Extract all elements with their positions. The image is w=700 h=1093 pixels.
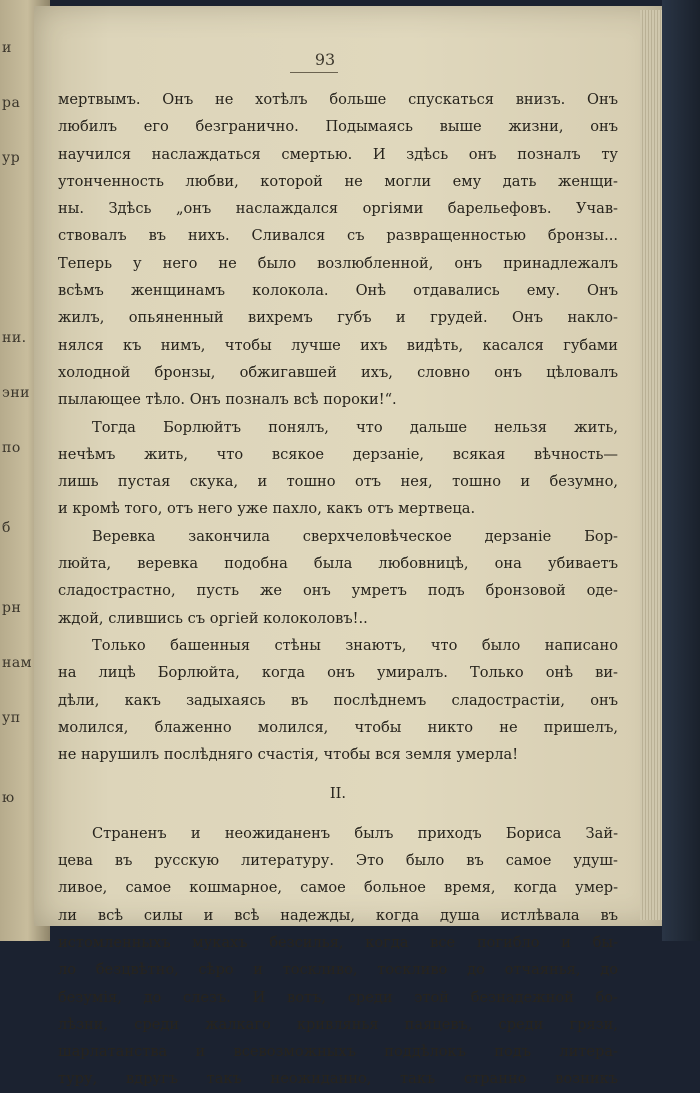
text-line: Веревка закончила сверхчеловѣческое дерзаніе Бор- [92, 527, 618, 545]
left-page-fragment: ра [2, 95, 21, 111]
text-line: нечѣмъ жить, что всякое дерзаніе, всякая вѣчность— [58, 445, 618, 463]
left-page-fragment: ю [2, 790, 15, 806]
text-line: сладострастно, пусть же онъ умретъ подъ бронзовой оде- [58, 582, 618, 600]
text-line: Только башенныя стѣны знаютъ, что было написано [92, 636, 618, 654]
text-line: ли всѣ силы и всѣ надежды, когда душа истлѣвала въ [58, 906, 618, 924]
text-line: Тогда Борлюйтъ понялъ, что дальше нельзя жить, [92, 418, 618, 436]
left-page-fragment: и [2, 40, 12, 56]
text-line: и кромѣ того, отъ него уже пахло, какъ отъ мертвеца. [58, 500, 476, 518]
page-edge-stack [640, 10, 662, 920]
text-line: лѣзни, среди жалкаго кривлянья паяцевъ, среди грязи, [58, 1015, 618, 1033]
text-line: холодной бронзы, обжигавшей ихъ, словно онъ цѣловалъ [58, 363, 618, 381]
text-line: дѣли, какъ задыхаясь въ послѣднемъ сладострастіи, онъ [58, 691, 618, 709]
text-line: туру, вдругъ такъ неожиданно, такъ странно возникъ [58, 1070, 618, 1088]
text-line: лишь пустая скука, и тошно отъ нея, тошно и безумно, [58, 473, 618, 491]
text-line: ждой, слившись съ оргіей колоколовъ!.. [58, 609, 368, 627]
left-page-fragment: уп [2, 710, 21, 726]
text-line: ло безцвѣтно, сѣро и тоскливо, тоскливо до отчаянья, до [58, 961, 618, 979]
text-line: ны. Здѣсь „онъ наслаждался оргіями барельефовъ. Учав- [58, 200, 618, 218]
text-line: любилъ его безгранично. Подымаясь выше жизни, онъ [58, 118, 618, 136]
text-line: шарлатанства и всевозможныхъ поддѣлокъ подъ литера- [58, 1043, 618, 1061]
left-page-fragment: эни [2, 385, 31, 401]
section-heading: II. [329, 785, 347, 803]
text-line: пылающее тѣло. Онъ позналъ всѣ пороки!“. [58, 391, 397, 409]
text-line: мертвымъ. Онъ не хотѣлъ больше спускаться внизъ. Онъ [58, 91, 618, 108]
left-page-fragment: нам [2, 655, 33, 671]
text-line: жилъ, опьяненный вихремъ губъ и грудей. Онъ накло- [58, 309, 618, 327]
text-line: Страненъ и неожиданенъ былъ приходъ Бориса Зай- [92, 824, 618, 842]
text-line: цева въ русскую литературу. Это было въ самое удуш- [58, 852, 618, 870]
text-line: люйта, веревка подобна была любовницѣ, она убиваетъ [58, 555, 618, 573]
text-line: не нарушилъ послѣдняго счастія, чтобы вся земля умерла! [58, 746, 519, 764]
text-line: ствовалъ въ нихъ. Сливался съ развращенностью бронзы... [58, 227, 618, 245]
text-line: Теперь у него не было возлюбленной, онъ принадлежалъ [58, 254, 618, 272]
text-line: утонченность любви, которой не могли ему дать женщи- [58, 172, 618, 190]
left-page-fragment: ур [2, 150, 21, 166]
page-number: 93 [314, 50, 336, 69]
text-line: научился наслаждаться смертью. И здѣсь онъ позналъ ту [58, 145, 618, 163]
page-number-rule [290, 72, 338, 73]
text-line: всѣмъ женщинамъ колокола. Онѣ отдавались ему. Онъ [58, 282, 618, 300]
book-cover-edge [662, 0, 700, 941]
left-page-fragment: рн [2, 600, 22, 616]
text-line: на лицѣ Борлюйта, когда онъ умиралъ. Только онѣ ви- [58, 664, 618, 682]
left-page-fragment: по [2, 440, 21, 456]
text-line: нялся къ нимъ, чтобы лучше ихъ видѣть, касался губами [58, 336, 618, 354]
text-line: молился, блаженно молился, чтобы никто не пришелъ, [58, 718, 618, 736]
body-text [58, 86, 618, 1093]
text-line: безумія, до слезъ. И вотъ, среди этой безнадежной бо- [58, 988, 618, 1006]
text-line: истомленныхъ мукахъ безсилья, когда все погибло и бы- [58, 933, 618, 951]
text-line: ливое, самое кошмарное, самое больное время, когда умер- [58, 879, 618, 897]
left-page-fragment: ни. [2, 330, 27, 346]
left-page-fragment: б [2, 520, 11, 536]
